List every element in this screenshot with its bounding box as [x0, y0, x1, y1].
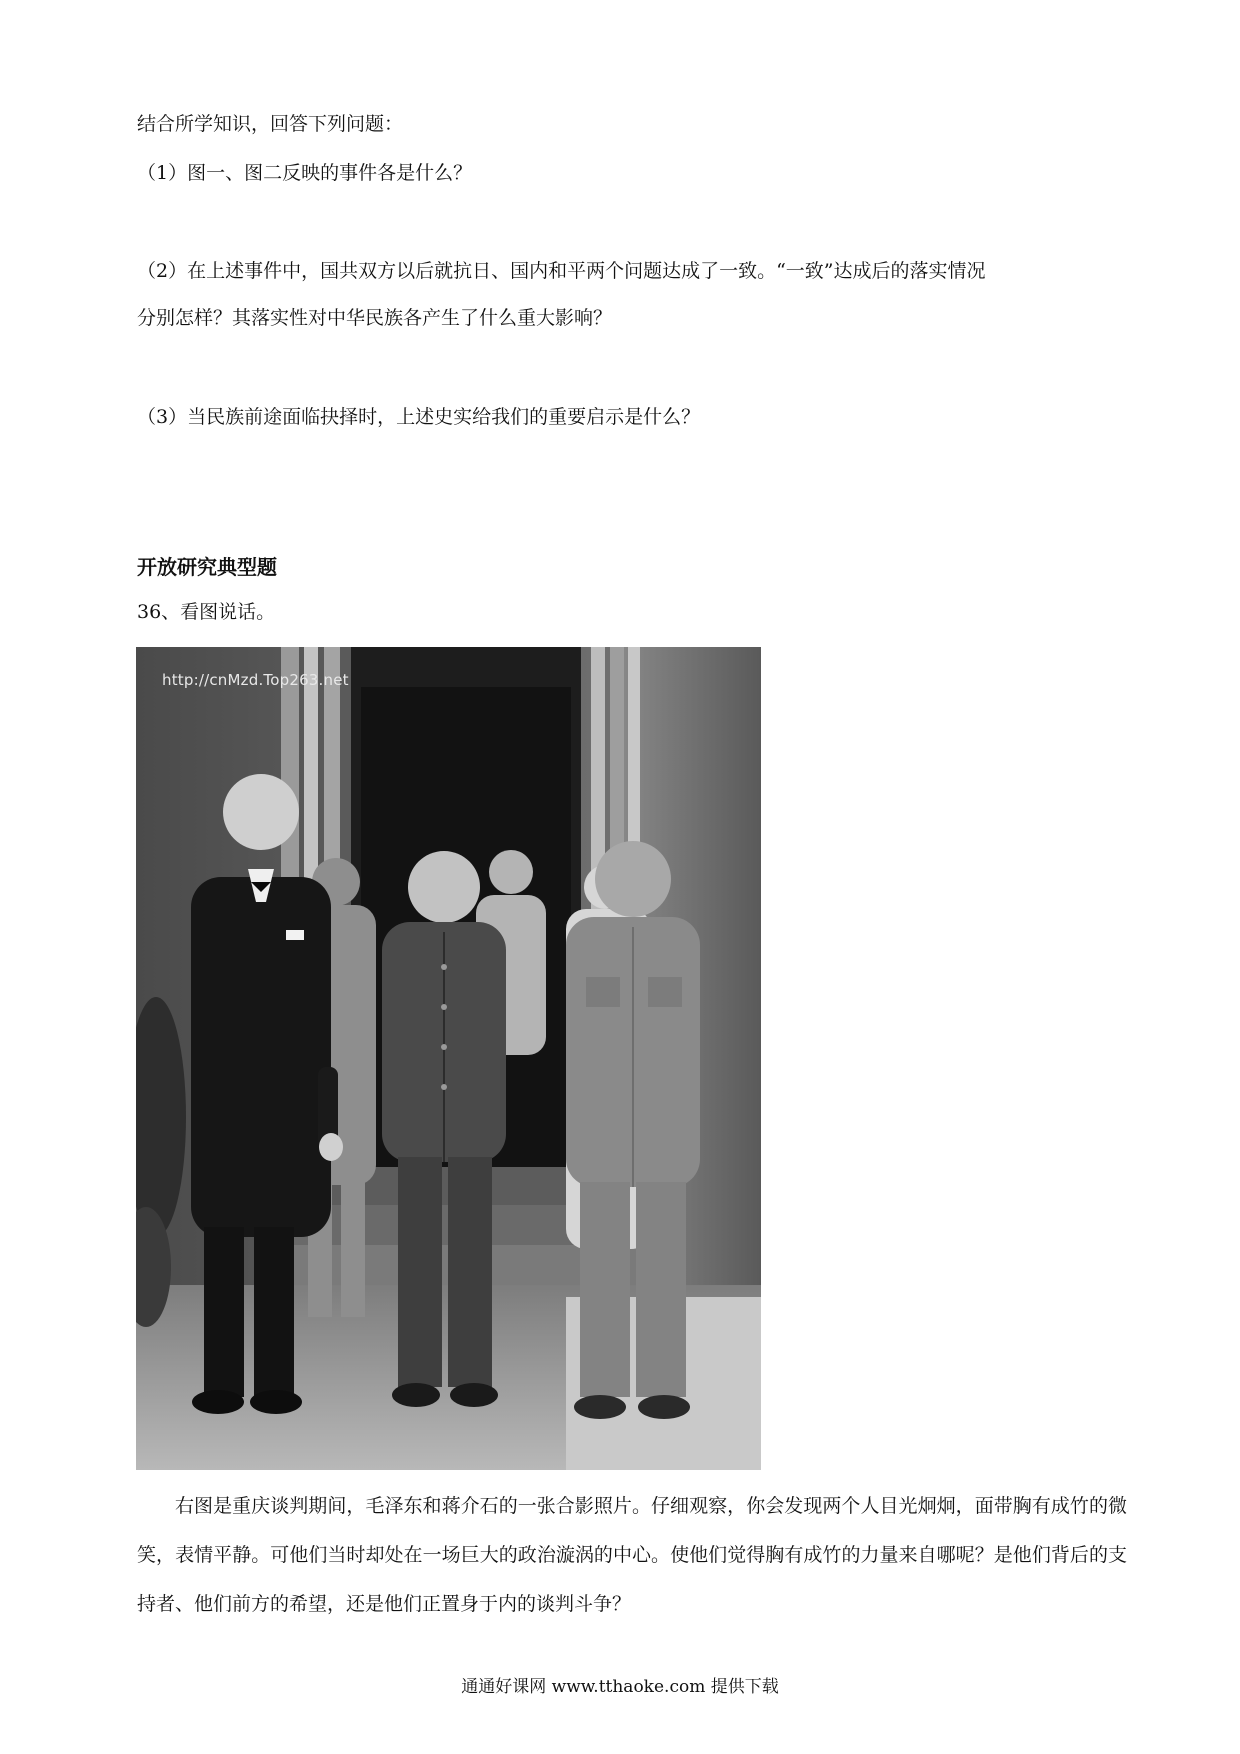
body-paragraph: 右图是重庆谈判期间，毛泽东和蒋介石的一张合影照片。仔细观察，你会发现两个人目光炯炯，面带胸有成竹的微笑，表情平静。可他们当时却处在一场巨大的政治漩涡的中心。使他们觉得胸有成竹的力量来自哪呢？是他们背后的支持者、他们前方的希望，还是他们正置身于内的谈判斗争？ [137, 1495, 1127, 1615]
photo-illustration [136, 647, 761, 1470]
question-2-line-1: （2）在上述事件中，国共双方以后就抗日、国内和平两个问题达成了一致。“一致”达成后的落实情况 [137, 260, 986, 282]
intro-text: 结合所学知识，回答下列问题： [137, 113, 404, 135]
question-3: （3）当民族前途面临抉择时，上述史实给我们的重要启示是什么？ [137, 406, 701, 428]
question-1: （1）图一、图二反映的事件各是什么？ [137, 162, 473, 184]
historical-photo [136, 647, 761, 1470]
item-heading: 36、看图说话。 [137, 601, 276, 623]
page-footer: 通通好课网 www.tthaoke.com 提供下载 [461, 1677, 779, 1697]
section-title: 开放研究典型题 [137, 555, 277, 579]
question-2-line-2: 分别怎样？其落实性对中华民族各产生了什么重大影响？ [137, 307, 613, 329]
photo-watermark: http://cnMzd.Top263.net [162, 671, 349, 689]
